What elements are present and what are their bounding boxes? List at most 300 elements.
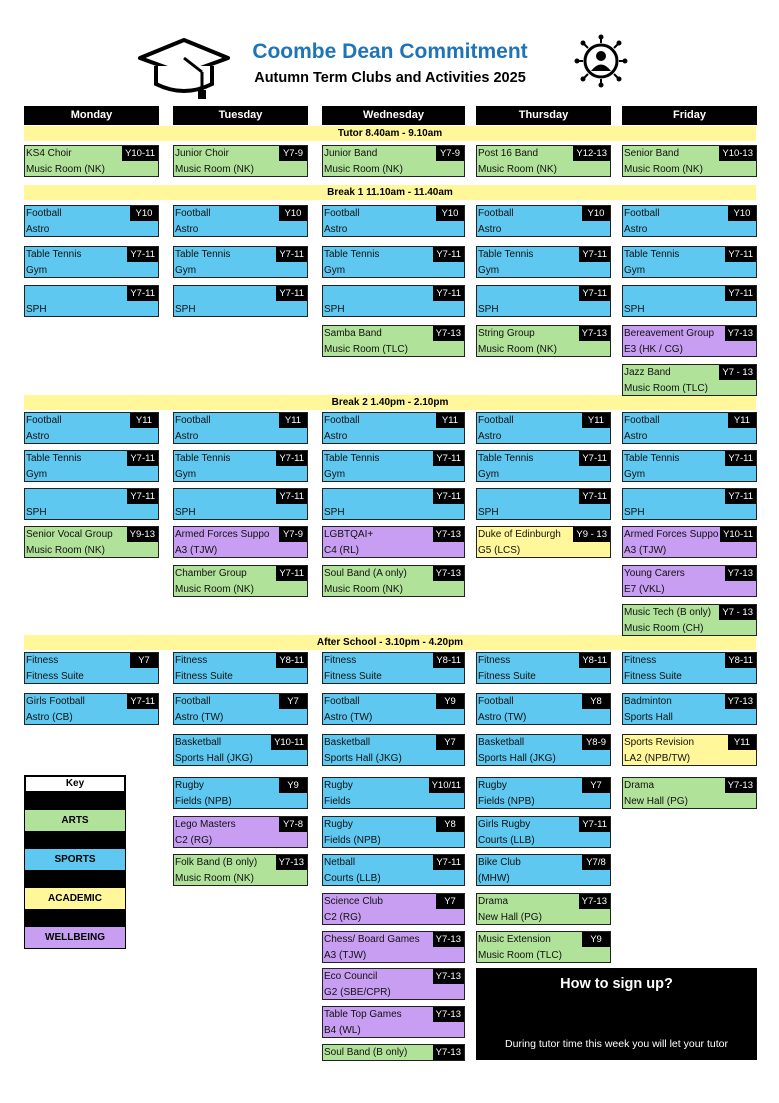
activity-location: Music Room (NK) bbox=[478, 344, 557, 355]
activity-card bbox=[322, 854, 465, 886]
activity-location: Gym bbox=[175, 265, 197, 276]
year-group-badge: Y7-11 bbox=[127, 451, 158, 466]
activity-name: Girls Football bbox=[26, 696, 85, 707]
year-group-badge: Y7-11 bbox=[725, 286, 756, 301]
activity-card bbox=[622, 246, 757, 278]
activity-location: Sports Hall (JKG) bbox=[478, 753, 556, 764]
year-group-badge: Y7-8 bbox=[279, 817, 307, 832]
activity-card bbox=[322, 1044, 465, 1061]
activity-name: Table Top Games bbox=[324, 1009, 402, 1020]
activity-name: Fitness bbox=[26, 655, 59, 666]
activity-location: Astro bbox=[175, 431, 199, 442]
day-header-thursday: Thursday bbox=[476, 106, 611, 125]
year-group-badge: Y7-11 bbox=[433, 286, 464, 301]
activity-card bbox=[173, 450, 308, 482]
year-group-badge: Y10-13 bbox=[719, 146, 756, 161]
activity-card bbox=[173, 693, 308, 725]
activity-name: Table Tennis bbox=[624, 249, 680, 260]
year-group-badge: Y9 - 13 bbox=[573, 527, 610, 542]
activity-card bbox=[322, 693, 465, 725]
activity-location: Music Room (NK) bbox=[26, 164, 105, 175]
activity-name: Football bbox=[478, 415, 514, 426]
activity-name: Table Tennis bbox=[324, 249, 380, 260]
activity-location: LA2 (NPB/TW) bbox=[624, 753, 691, 764]
activity-card bbox=[622, 734, 757, 766]
activity-name: String Group bbox=[478, 328, 535, 339]
activity-location: Gym bbox=[624, 469, 646, 480]
year-group-badge: Y7-13 bbox=[433, 566, 464, 581]
activity-location: SPH bbox=[175, 304, 196, 315]
activity-card bbox=[622, 412, 757, 444]
year-group-badge: Y7-11 bbox=[579, 451, 610, 466]
year-group-badge: Y7 bbox=[582, 778, 610, 793]
activity-location: Music Room (TLC) bbox=[478, 950, 562, 961]
activity-card bbox=[622, 604, 757, 636]
year-group-badge: Y7-11 bbox=[579, 286, 610, 301]
activity-name: Basketball bbox=[478, 737, 525, 748]
year-group-badge: Y7-13 bbox=[433, 326, 464, 341]
year-group-badge: Y7-9 bbox=[279, 146, 307, 161]
activity-location: Music Room (TLC) bbox=[624, 383, 708, 394]
activity-location: Gym bbox=[175, 469, 197, 480]
activity-location: Astro bbox=[175, 224, 199, 235]
activity-card bbox=[173, 285, 308, 317]
activity-card bbox=[476, 816, 611, 848]
activity-card bbox=[173, 205, 308, 237]
activity-location: G2 (SBE/CPR) bbox=[324, 987, 391, 998]
activity-card bbox=[476, 285, 611, 317]
year-group-badge: Y9 bbox=[279, 778, 307, 793]
year-group-badge: Y7 - 13 bbox=[719, 365, 756, 380]
activity-name: Table Tennis bbox=[624, 453, 680, 464]
activity-location: Astro (TW) bbox=[175, 712, 224, 723]
year-group-badge: Y10 bbox=[436, 206, 464, 221]
year-group-badge: Y7-9 bbox=[279, 527, 307, 542]
activity-card bbox=[476, 450, 611, 482]
activity-name: Armed Forces Suppo bbox=[624, 529, 719, 540]
activity-name: Science Club bbox=[324, 896, 383, 907]
activity-card bbox=[322, 893, 465, 925]
year-group-badge: Y7 bbox=[436, 894, 464, 909]
year-group-badge: Y8-11 bbox=[276, 653, 307, 668]
activity-card bbox=[24, 145, 159, 177]
activity-card bbox=[24, 412, 159, 444]
activity-card bbox=[476, 777, 611, 809]
year-group-badge: Y7-13 bbox=[276, 855, 307, 870]
activity-name: Folk Band (B only) bbox=[175, 857, 258, 868]
activity-name: Football bbox=[175, 208, 211, 219]
year-group-badge: Y7-11 bbox=[276, 286, 307, 301]
year-group-badge: Y10 bbox=[130, 206, 158, 221]
activity-location: SPH bbox=[26, 507, 47, 518]
activity-location: Astro (TW) bbox=[324, 712, 373, 723]
day-header-friday: Friday bbox=[622, 106, 757, 125]
activity-card bbox=[622, 145, 757, 177]
activity-name: LGBTQAI+ bbox=[324, 529, 374, 540]
activity-card bbox=[622, 526, 757, 558]
activity-card bbox=[24, 285, 159, 317]
activity-location: G5 (LCS) bbox=[478, 545, 521, 556]
activity-location: Music Room (TLC) bbox=[324, 344, 408, 355]
year-group-badge: Y10/11 bbox=[429, 778, 464, 793]
band-break1: Break 1 11.10am - 11.40am bbox=[24, 185, 756, 200]
year-group-badge: Y11 bbox=[582, 413, 610, 428]
activity-card bbox=[173, 145, 308, 177]
year-group-badge: Y10 bbox=[728, 206, 756, 221]
activity-card bbox=[476, 412, 611, 444]
activity-location: Fitness Suite bbox=[324, 671, 382, 682]
activity-location: Astro bbox=[478, 431, 502, 442]
activity-card bbox=[322, 450, 465, 482]
activity-card bbox=[322, 968, 465, 1000]
person-network-icon bbox=[574, 34, 628, 88]
band-tutor: Tutor 8.40am - 9.10am bbox=[24, 126, 756, 141]
band-after-school: After School - 3.10pm - 4.20pm bbox=[24, 635, 756, 650]
activity-name: Soul Band (B only) bbox=[324, 1047, 408, 1058]
activity-name: Table Tennis bbox=[26, 453, 82, 464]
activity-card bbox=[322, 565, 465, 597]
activity-location: Music Room (NK) bbox=[478, 164, 557, 175]
year-group-badge: Y7-13 bbox=[579, 894, 610, 909]
key-divider bbox=[24, 871, 126, 887]
activity-name: Chess/ Board Games bbox=[324, 934, 420, 945]
day-header-monday: Monday bbox=[24, 106, 159, 125]
activity-name: Football bbox=[324, 696, 360, 707]
activity-card bbox=[622, 488, 757, 520]
year-group-badge: Y11 bbox=[436, 413, 464, 428]
activity-name: Fitness bbox=[175, 655, 208, 666]
year-group-badge: Y7-11 bbox=[725, 451, 756, 466]
activity-card bbox=[173, 652, 308, 684]
activity-location: C2 (RG) bbox=[175, 835, 213, 846]
activity-name: Basketball bbox=[175, 737, 222, 748]
year-group-badge: Y8-11 bbox=[725, 653, 756, 668]
activity-card bbox=[173, 777, 308, 809]
activity-name: Eco Council bbox=[324, 971, 378, 982]
activity-location: Fitness Suite bbox=[26, 671, 84, 682]
year-group-badge: Y7-11 bbox=[433, 247, 464, 262]
activity-name: Music Extension bbox=[478, 934, 551, 945]
year-group-badge: Y7-11 bbox=[433, 855, 464, 870]
activity-location: Astro bbox=[478, 224, 502, 235]
year-group-badge: Y11 bbox=[279, 413, 307, 428]
activity-location: Music Room (NK) bbox=[324, 164, 403, 175]
year-group-badge: Y7-11 bbox=[127, 694, 158, 709]
year-group-badge: Y7-13 bbox=[725, 694, 756, 709]
activity-name: Junior Band bbox=[324, 148, 378, 159]
activity-location: Fitness Suite bbox=[175, 671, 233, 682]
activity-name: Girls Rugby bbox=[478, 819, 531, 830]
activity-name: Young Carers bbox=[624, 568, 685, 579]
activity-name: Football bbox=[175, 415, 211, 426]
activity-name: Bike Club bbox=[478, 857, 521, 868]
activity-location: Fields bbox=[324, 796, 351, 807]
activity-card bbox=[173, 734, 308, 766]
page-header bbox=[0, 0, 779, 100]
key-item-arts: ARTS bbox=[24, 809, 126, 832]
activity-card bbox=[476, 693, 611, 725]
year-group-badge: Y7 bbox=[279, 694, 307, 709]
activity-card bbox=[322, 325, 465, 357]
activity-name: Chamber Group bbox=[175, 568, 247, 579]
activity-card bbox=[173, 246, 308, 278]
year-group-badge: Y7/8 bbox=[582, 855, 610, 870]
activity-location: SPH bbox=[478, 304, 499, 315]
activity-name: Table Tennis bbox=[175, 249, 231, 260]
activity-location: Gym bbox=[324, 265, 346, 276]
year-group-badge: Y7-11 bbox=[127, 489, 158, 504]
activity-location: Fitness Suite bbox=[478, 671, 536, 682]
activity-name: Football bbox=[175, 696, 211, 707]
page-subtitle: Autumn Term Clubs and Activities 2025 bbox=[254, 70, 526, 86]
year-group-badge: Y7-11 bbox=[579, 489, 610, 504]
activity-location: Astro bbox=[324, 431, 348, 442]
activity-location: Music Room (NK) bbox=[624, 164, 703, 175]
activity-card bbox=[322, 931, 465, 963]
signup-title: How to sign up? bbox=[560, 976, 673, 992]
key-title: Key bbox=[24, 775, 126, 793]
year-group-badge: Y7-11 bbox=[127, 286, 158, 301]
activity-name: Drama bbox=[478, 896, 509, 907]
year-group-badge: Y7-13 bbox=[433, 527, 464, 542]
activity-name: Drama bbox=[624, 780, 655, 791]
year-group-badge: Y7 bbox=[130, 653, 158, 668]
year-group-badge: Y9 bbox=[582, 932, 610, 947]
year-group-badge: Y9 bbox=[436, 694, 464, 709]
year-group-badge: Y10 bbox=[582, 206, 610, 221]
activity-location: Gym bbox=[624, 265, 646, 276]
key-divider bbox=[24, 910, 126, 926]
activity-location: Gym bbox=[324, 469, 346, 480]
activity-name: Samba Band bbox=[324, 328, 382, 339]
activity-name: Football bbox=[478, 208, 514, 219]
activity-name: Table Tennis bbox=[175, 453, 231, 464]
activity-location: Music Room (NK) bbox=[175, 584, 254, 595]
year-group-badge: Y7-11 bbox=[276, 247, 307, 262]
year-group-badge: Y7-13 bbox=[433, 1045, 464, 1060]
year-group-badge: Y7-13 bbox=[579, 326, 610, 341]
activity-name: Football bbox=[324, 208, 360, 219]
activity-location: Music Room (NK) bbox=[175, 873, 254, 884]
band-break2: Break 2 1.40pm - 2.10pm bbox=[24, 395, 756, 410]
activity-card bbox=[322, 205, 465, 237]
activity-location: E7 (VKL) bbox=[624, 584, 665, 595]
activity-name: Rugby bbox=[324, 819, 353, 830]
activity-name: Table Tennis bbox=[478, 249, 534, 260]
activity-location: Music Room (CH) bbox=[624, 623, 704, 634]
year-group-badge: Y11 bbox=[130, 413, 158, 428]
activity-location: Fields (NPB) bbox=[324, 835, 381, 846]
activity-name: Table Tennis bbox=[26, 249, 82, 260]
year-group-badge: Y10-11 bbox=[122, 146, 158, 161]
activity-card bbox=[173, 526, 308, 558]
activity-card bbox=[24, 246, 159, 278]
year-group-badge: Y7-11 bbox=[276, 451, 307, 466]
activity-name: Jazz Band bbox=[624, 367, 671, 378]
activity-name: Senior Vocal Group bbox=[26, 529, 113, 540]
year-group-badge: Y7 bbox=[436, 735, 464, 750]
activity-card bbox=[476, 145, 611, 177]
activity-card bbox=[322, 777, 465, 809]
day-header-wednesday: Wednesday bbox=[322, 106, 465, 125]
activity-location: SPH bbox=[175, 507, 196, 518]
activity-name: Football bbox=[324, 415, 360, 426]
signup-body: During tutor time this week you will let your tutor bbox=[505, 1038, 728, 1050]
year-group-badge: Y7-11 bbox=[276, 489, 307, 504]
key-item-wellbeing: WELLBEING bbox=[24, 926, 126, 949]
activity-card bbox=[173, 565, 308, 597]
year-group-badge: Y7-13 bbox=[725, 326, 756, 341]
activity-location: SPH bbox=[624, 507, 645, 518]
activity-name: Fitness bbox=[324, 655, 357, 666]
activity-location: Music Room (NK) bbox=[324, 584, 403, 595]
activity-location: Astro bbox=[26, 431, 50, 442]
year-group-badge: Y12-13 bbox=[573, 146, 610, 161]
activity-card bbox=[476, 734, 611, 766]
activity-card bbox=[476, 246, 611, 278]
graduation-cap-icon bbox=[138, 38, 230, 100]
activity-location: New Hall (PG) bbox=[478, 912, 542, 923]
activity-card bbox=[322, 488, 465, 520]
activity-name: Basketball bbox=[324, 737, 371, 748]
activity-card bbox=[476, 854, 611, 886]
activity-name: Soul Band (A only) bbox=[324, 568, 407, 579]
activity-location: Astro bbox=[624, 431, 648, 442]
signup-panel bbox=[476, 968, 757, 1060]
activity-name: Lego Masters bbox=[175, 819, 236, 830]
activity-location: Courts (LLB) bbox=[478, 835, 535, 846]
activity-name: Fitness bbox=[624, 655, 657, 666]
activity-location: SPH bbox=[324, 507, 345, 518]
activity-card bbox=[476, 488, 611, 520]
key-divider bbox=[24, 832, 126, 848]
activity-card bbox=[24, 526, 159, 558]
activity-card bbox=[322, 652, 465, 684]
activity-card bbox=[476, 652, 611, 684]
activity-card bbox=[622, 450, 757, 482]
activity-name: Football bbox=[478, 696, 514, 707]
activity-card bbox=[322, 285, 465, 317]
activity-name: Junior Choir bbox=[175, 148, 229, 159]
year-group-badge: Y8 bbox=[436, 817, 464, 832]
activity-location: Fitness Suite bbox=[624, 671, 682, 682]
activity-card bbox=[622, 652, 757, 684]
activity-card bbox=[622, 285, 757, 317]
activity-card bbox=[24, 205, 159, 237]
activity-name: Bereavement Group bbox=[624, 328, 715, 339]
activity-card bbox=[322, 526, 465, 558]
year-group-badge: Y7-11 bbox=[127, 247, 158, 262]
activity-name: Table Tennis bbox=[324, 453, 380, 464]
activity-card bbox=[622, 325, 757, 357]
activity-card bbox=[622, 565, 757, 597]
activity-name: Armed Forces Suppo bbox=[175, 529, 270, 540]
activity-location: Sports Hall (JKG) bbox=[324, 753, 402, 764]
activity-card bbox=[322, 412, 465, 444]
activity-card bbox=[476, 526, 611, 558]
legend-key bbox=[24, 775, 126, 949]
activity-card bbox=[173, 488, 308, 520]
activity-card bbox=[476, 931, 611, 963]
activity-location: Astro bbox=[26, 224, 50, 235]
activity-location: B4 (WL) bbox=[324, 1025, 361, 1036]
year-group-badge: Y7-13 bbox=[433, 969, 464, 984]
year-group-badge: Y7-13 bbox=[433, 1007, 464, 1022]
activity-location: SPH bbox=[324, 304, 345, 315]
year-group-badge: Y10-11 bbox=[271, 735, 307, 750]
year-group-badge: Y7-13 bbox=[725, 566, 756, 581]
activity-location: Gym bbox=[26, 469, 48, 480]
activity-location: C2 (RG) bbox=[324, 912, 362, 923]
activity-card bbox=[622, 693, 757, 725]
activity-name: Table Tennis bbox=[478, 453, 534, 464]
activity-location: Sports Hall (JKG) bbox=[175, 753, 253, 764]
activity-location: Astro bbox=[324, 224, 348, 235]
year-group-badge: Y7-11 bbox=[433, 489, 464, 504]
activity-location: A3 (TJW) bbox=[624, 545, 667, 556]
activity-card bbox=[322, 1006, 465, 1038]
activity-name: Badminton bbox=[624, 696, 672, 707]
activity-location: Fields (NPB) bbox=[478, 796, 535, 807]
activity-location: Music Room (NK) bbox=[175, 164, 254, 175]
activity-name: Fitness bbox=[478, 655, 511, 666]
activity-name: Post 16 Band bbox=[478, 148, 539, 159]
activity-location: SPH bbox=[26, 304, 47, 315]
page-title: Coombe Dean Commitment bbox=[252, 40, 528, 63]
year-group-badge: Y7-13 bbox=[433, 932, 464, 947]
activity-card bbox=[322, 734, 465, 766]
activity-card bbox=[173, 816, 308, 848]
key-item-academic: ACADEMIC bbox=[24, 887, 126, 910]
activity-card bbox=[622, 205, 757, 237]
activity-location: Gym bbox=[478, 469, 500, 480]
activity-card bbox=[24, 488, 159, 520]
activity-location: C4 (RL) bbox=[324, 545, 360, 556]
activity-name: Music Tech (B only) bbox=[624, 607, 712, 618]
activity-card bbox=[476, 893, 611, 925]
activity-location: E3 (HK / CG) bbox=[624, 344, 683, 355]
year-group-badge: Y8-11 bbox=[579, 653, 610, 668]
activity-card bbox=[322, 246, 465, 278]
key-item-sports: SPORTS bbox=[24, 848, 126, 871]
activity-location: Courts (LLB) bbox=[324, 873, 381, 884]
activity-location: (MHW) bbox=[478, 873, 510, 884]
activity-name: Senior Band bbox=[624, 148, 680, 159]
activity-location: A3 (TJW) bbox=[324, 950, 367, 961]
activity-card bbox=[322, 816, 465, 848]
activity-card bbox=[476, 205, 611, 237]
activity-name: KS4 Choir bbox=[26, 148, 72, 159]
activity-location: Gym bbox=[478, 265, 500, 276]
activity-name: Duke of Edinburgh bbox=[478, 529, 561, 540]
year-group-badge: Y11 bbox=[728, 735, 756, 750]
activity-name: Rugby bbox=[478, 780, 507, 791]
year-group-badge: Y7-9 bbox=[436, 146, 464, 161]
activity-location: Astro (CB) bbox=[26, 712, 73, 723]
year-group-badge: Y7-11 bbox=[433, 451, 464, 466]
activity-name: Football bbox=[624, 208, 660, 219]
year-group-badge: Y7 - 13 bbox=[719, 605, 756, 620]
year-group-badge: Y7-13 bbox=[725, 778, 756, 793]
day-header-tuesday: Tuesday bbox=[173, 106, 308, 125]
year-group-badge: Y7-11 bbox=[725, 247, 756, 262]
activity-card bbox=[622, 364, 757, 396]
activity-location: Music Room (NK) bbox=[26, 545, 105, 556]
activity-name: Rugby bbox=[175, 780, 204, 791]
activity-location: SPH bbox=[624, 304, 645, 315]
activity-card bbox=[173, 854, 308, 886]
year-group-badge: Y8 bbox=[582, 694, 610, 709]
